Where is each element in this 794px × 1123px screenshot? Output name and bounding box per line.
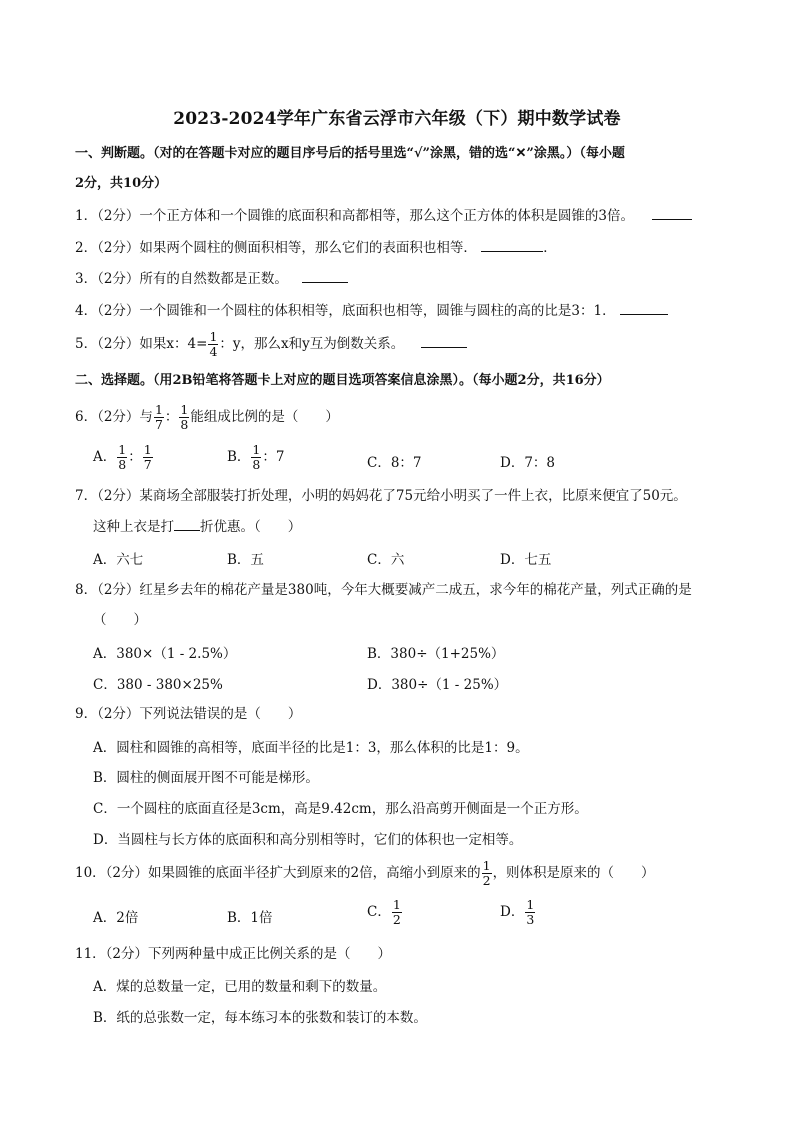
option-b[interactable]: B．圆柱的侧面展开图不可能是梯形。: [93, 770, 319, 786]
question-6: 6．（2分）与 $\frac{1}{7}$ ： $\frac{1}{8}$ 能组成比例的是（ ）: [75, 402, 339, 432]
section-1-heading-line1: 一、判断题。（对的在答题卡对应的题目序号后的括号里选“√”涂黑，错的选“✕”涂黑。）（每小题: [75, 146, 625, 161]
question-4: [75, 300, 735, 321]
fraction: $\frac{1}{7}$: [143, 442, 152, 472]
option-c[interactable]: C．380 - 380×25%: [93, 677, 223, 693]
fraction: $\frac{1}{4}$: [209, 329, 218, 359]
question-4-text: 4．（2分）一个圆锥和一个圆柱的体积相等，底面积也相等，圆锥与圆柱的高的比是3：1．: [75, 303, 616, 319]
option-c[interactable]: C．8：7: [367, 455, 422, 471]
question-5-pre: 5．（2分）如果x：4=: [75, 336, 208, 352]
answer-blank[interactable]: [620, 300, 668, 315]
option-d[interactable]: D．七五: [500, 552, 552, 568]
question-5: [75, 329, 735, 359]
option-a[interactable]: A．圆柱和圆锥的高相等，底面半径的比是1：3，那么体积的比是1：9。: [93, 740, 529, 756]
option-d[interactable]: D．380÷（1 - 25%）: [367, 677, 508, 693]
option-b[interactable]: B．五: [227, 552, 264, 568]
option-d[interactable]: D．7：8: [500, 455, 556, 471]
answer-blank[interactable]: [421, 333, 467, 348]
option-d[interactable]: D．当圆柱与长方体的底面积和高分别相等时，它们的体积也一定相等。: [93, 832, 523, 848]
option-a[interactable]: A． $\frac{1}{8}$ ： $\frac{1}{7}$: [93, 442, 152, 472]
fraction: $\frac{1}{2}$: [482, 858, 491, 888]
question-7-line2: 这种上衣是打 折优惠。（ ）: [93, 516, 753, 537]
fraction: $\frac{1}{7}$: [154, 402, 163, 432]
question-3-text: 3．（2分）所有的自然数都是正数。: [75, 271, 288, 287]
option-c[interactable]: C．六: [367, 552, 405, 568]
fraction: $\frac{1}{8}$: [118, 442, 127, 472]
question-5-post: ：y，那么x和y互为倒数关系。: [219, 336, 405, 352]
answer-blank[interactable]: [481, 237, 543, 252]
question-1-text: 1．（2分）一个正方体和一个圆锥的底面积和高都相等，那么这个正方体的体积是圆锥的3倍。: [75, 208, 635, 224]
section-1-heading: [75, 142, 725, 196]
question-11-stem: 11．（2分）下列两种量中成正比例关系的是（ ）: [75, 946, 392, 962]
question-8-line1: 8．（2分）红星乡去年的棉花产量是380吨，今年大概要减产二成五，求今年的棉花产量，列式正确的是: [75, 582, 692, 598]
question-8-line2: （ ）: [93, 612, 147, 628]
fraction: $\frac{1}{8}$: [252, 442, 261, 472]
option-d[interactable]: D． $\frac{1}{3}$: [500, 897, 535, 927]
fraction: $\frac{1}{8}$: [180, 402, 189, 432]
question-2: 2．（2分）如果两个圆柱的侧面积相等，那么它们的表面积也相等． ．: [75, 237, 735, 258]
question-3: [75, 268, 735, 289]
section-1-heading-line2: 2分，共10分）: [75, 176, 168, 191]
answer-blank[interactable]: [302, 268, 348, 283]
option-a[interactable]: A．380×（1 - 2.5%）: [93, 646, 237, 662]
question-2-text: 2．（2分）如果两个圆柱的侧面积相等，那么它们的表面积也相等．: [75, 240, 477, 256]
answer-blank[interactable]: [174, 516, 200, 531]
answer-blank[interactable]: [652, 205, 692, 220]
question-9-stem: 9．（2分）下列说法错误的是（ ）: [75, 706, 302, 722]
option-a[interactable]: A．煤的总数量一定，已用的数量和剩下的数量。: [93, 979, 387, 995]
option-c[interactable]: C． $\frac{1}{2}$: [367, 897, 401, 927]
option-b[interactable]: B．1倍: [227, 910, 273, 926]
fraction: $\frac{1}{2}$: [392, 897, 401, 927]
option-b[interactable]: B． $\frac{1}{8}$ ：7: [227, 442, 285, 472]
option-b[interactable]: B．380÷（1+25%）: [367, 646, 505, 662]
option-c[interactable]: C．一个圆柱的底面直径是3cm，高是9.42cm，那么沿高剪开侧面是一个正方形。: [93, 801, 588, 817]
section-2-heading: 二、选择题。（用2B铅笔将答题卡上对应的题目选项答案信息涂黑）。（每小题2分，共16分）: [75, 373, 610, 388]
fraction: $\frac{1}{3}$: [526, 897, 535, 927]
option-a[interactable]: A．六七: [93, 552, 144, 568]
option-b[interactable]: B．纸的总张数一定，每本练习本的张数和装订的本数。: [93, 1010, 427, 1026]
question-10: 10．（2分）如果圆锥的底面半径扩大到原来的2倍，高缩小到原来的 $\frac{1}{2}$ ，则体积是原来的（ ）: [75, 858, 655, 888]
question-1: [75, 205, 735, 226]
question-7-line1: 7．（2分）某商场全部服装打折处理，小明的妈妈花了75元给小明买了一件上衣，比原来便宜了50元。: [75, 488, 687, 504]
page-title: 2023-2024学年广东省云浮市六年级（下）期中数学试卷: [173, 109, 621, 129]
option-a[interactable]: A．2倍: [93, 910, 139, 926]
